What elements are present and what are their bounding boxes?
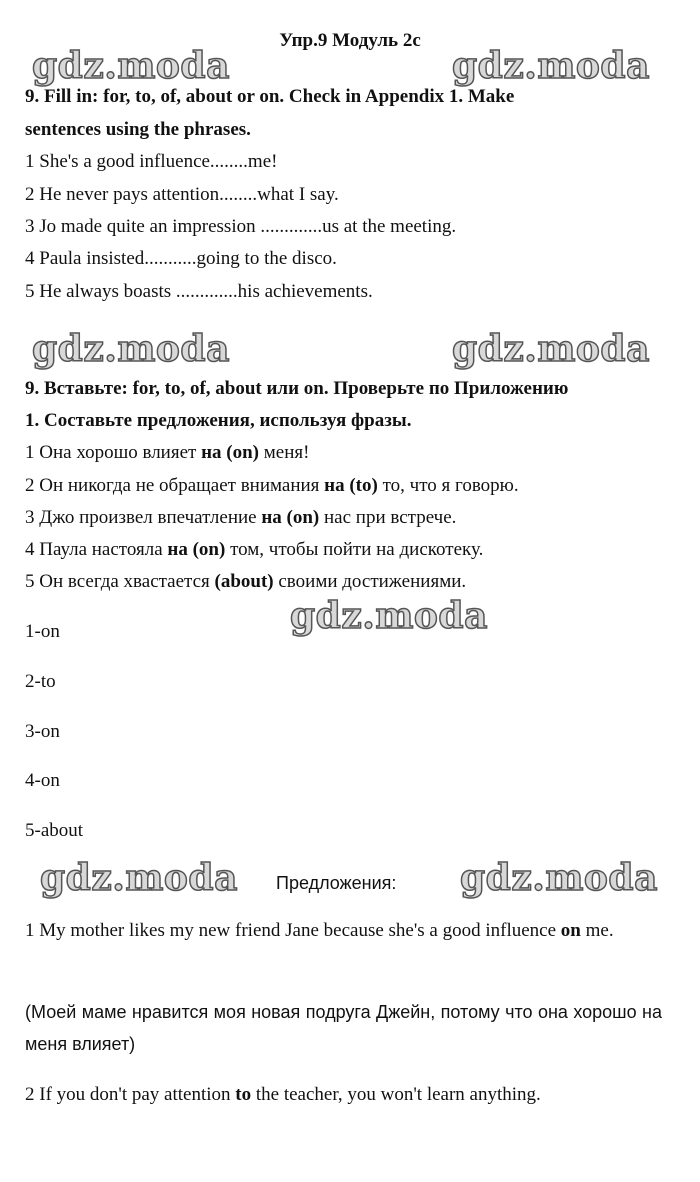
exercise-item-ru: 1 Она хорошо влияет на (on) меня!	[25, 442, 310, 463]
watermark-logo: gdz.moda	[460, 857, 658, 899]
answer-item: 2-to	[25, 671, 56, 692]
watermark-logo: gdz.moda	[452, 328, 650, 370]
exercise-item-ru: 4 Паула настояла на (on) том, чтобы пойти на дискотеку.	[25, 539, 484, 560]
sentence-1-translation: (Моей маме нравится моя новая подруга Джейн, потому что она хорошо на меня влияет)	[25, 1002, 662, 1054]
exercise-item-ru: 2 Он никогда не обращает внимания на (to) то, что я говорю.	[25, 475, 519, 496]
exercise-item-en: 5 He always boasts .............his achievements.	[25, 281, 373, 302]
exercise-item-ru: 5 Он всегда хвастается (about) своими достижениями.	[25, 571, 467, 592]
exercise-heading-ru: 9. Вставьте: for, to, of, about или on. Проверьте по Приложению	[25, 378, 569, 399]
exercise-heading-en-cont: sentences using the phrases.	[25, 119, 251, 140]
answer-item: 1-on	[25, 621, 60, 642]
page-title: Упр.9 Модуль 2c	[279, 30, 421, 51]
sentences-label: Предложения:	[276, 873, 397, 893]
watermark-logo: gdz.moda	[452, 45, 650, 87]
answer-item: 5-about	[25, 820, 84, 841]
exercise-item-ru: 3 Джо произвел впечатление на (on) нас при встрече.	[25, 507, 457, 528]
watermark-logo: gdz.moda	[32, 45, 230, 87]
watermark-logo: gdz.moda	[290, 595, 488, 637]
answer-item: 3-on	[25, 721, 60, 742]
sentence-1: 1 My mother likes my new friend Jane because she's a good influence on me.	[25, 920, 614, 941]
watermark-logo: gdz.moda	[40, 857, 238, 899]
exercise-item-en: 1 She's a good influence........me!	[25, 151, 278, 172]
sentence-2: 2 If you don't pay attention to the teacher, you won't learn anything.	[25, 1084, 541, 1105]
exercise-item-en: 4 Paula insisted...........going to the disco.	[25, 248, 337, 269]
exercise-item-en: 3 Jo made quite an impression .............us at the meeting.	[25, 216, 457, 237]
answer-item: 4-on	[25, 770, 60, 791]
watermark-logo: gdz.moda	[32, 328, 230, 370]
exercise-heading-en: 9. Fill in: for, to, of, about or on. Check in Appendix 1. Make	[25, 86, 515, 107]
exercise-heading-ru-cont: 1. Составьте предложения, используя фразы.	[25, 410, 412, 431]
exercise-item-en: 2 He never pays attention........what I say.	[25, 184, 339, 205]
